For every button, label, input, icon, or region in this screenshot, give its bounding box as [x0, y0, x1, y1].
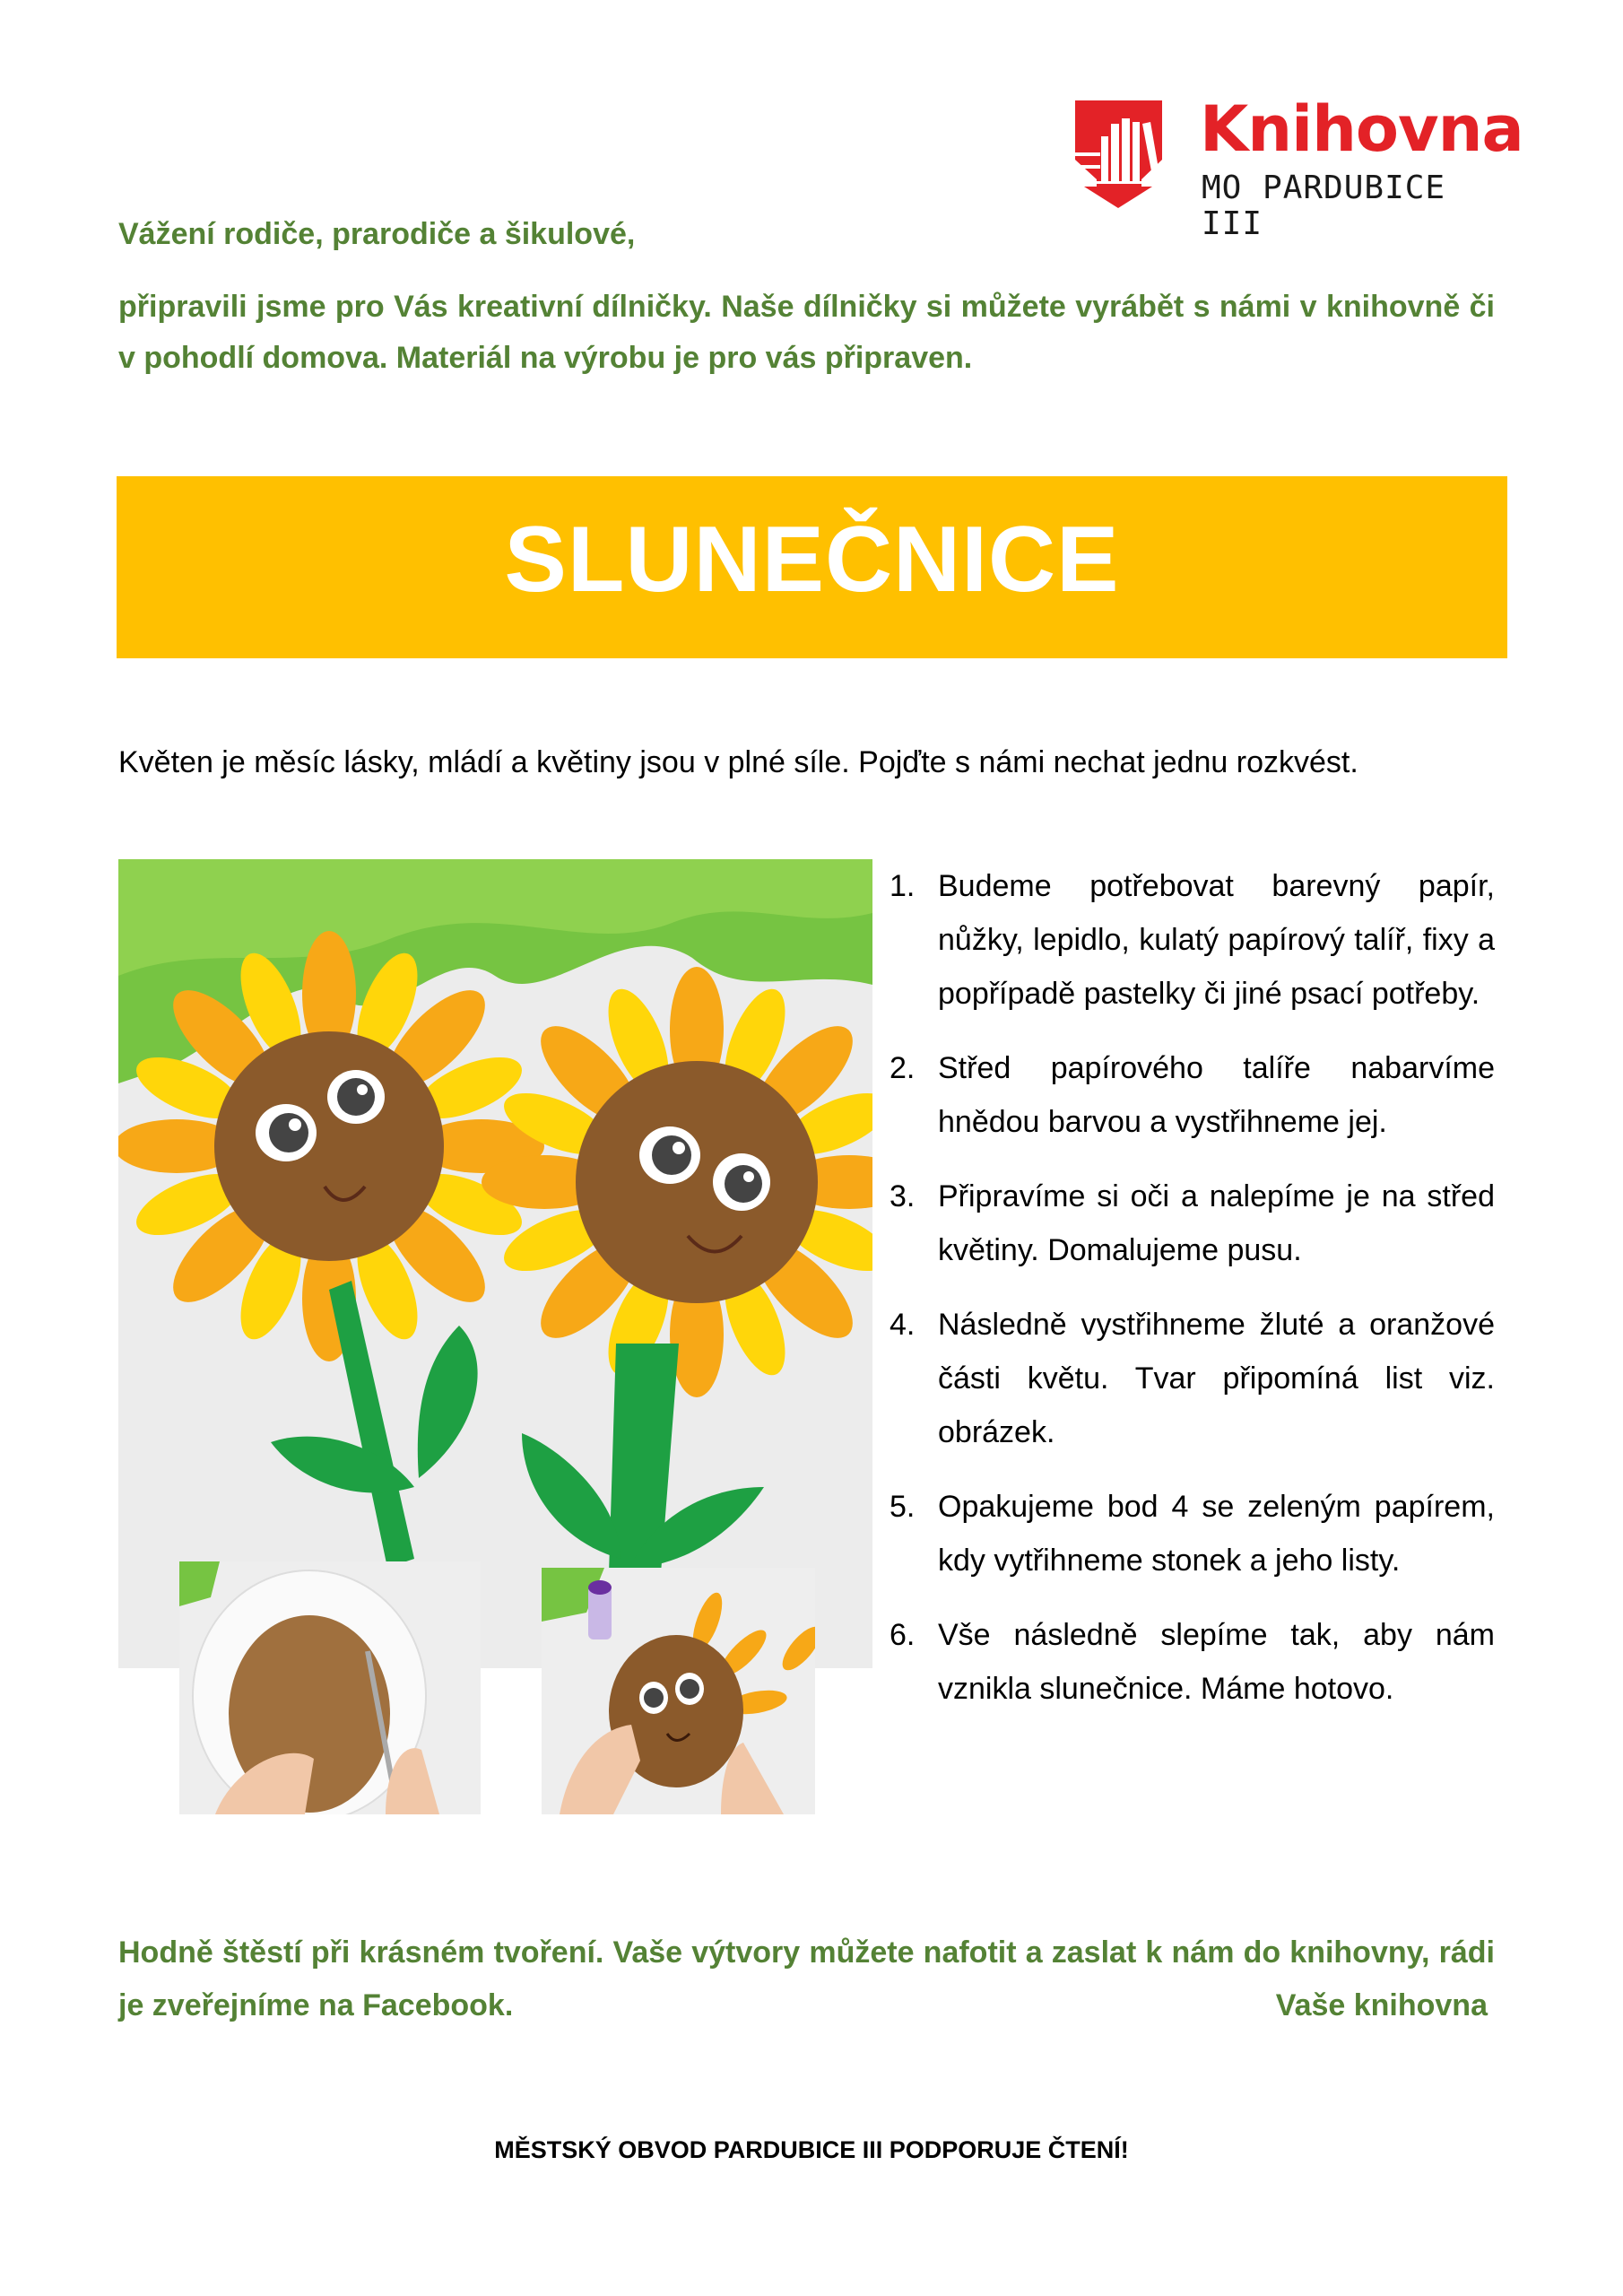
library-shield-icon [1072, 97, 1166, 210]
step-item [890, 1170, 1495, 1277]
title-banner [117, 476, 1507, 658]
step-text: Budeme potřebovat barevný papír, nůžky, lepidlo, kulatý papírový talíř, fixy a popřípadě pastelky či jiné psací potřeby. [938, 869, 1495, 1011]
step-text: Připravíme si oči a nalepíme je na střed květiny. Domalujeme pusu. [938, 1179, 1495, 1267]
closing-paragraph [118, 1926, 1495, 2032]
step-text: Střed papírového talíře nabarvíme hnědou barvou a vystřihneme jej. [938, 1051, 1495, 1139]
step-text: Vše následně slepíme tak, aby nám vznikla slunečnice. Máme hotovo. [938, 1618, 1495, 1706]
step-number: 3. [890, 1179, 916, 1213]
instruction-steps [890, 859, 1495, 1736]
footer-slogan: MĚSTSKÝ OBVOD PARDUBICE III PODPORUJE ČTENÍ! [494, 2136, 1129, 2163]
signature: Vaše knihovna [1275, 1988, 1488, 2022]
greeting: Vážení rodiče, prarodiče a šikulové, [118, 217, 636, 251]
step-text: Opakujeme bod 4 se zeleným papírem, kdy vytřihneme stonek a jeho listy. [938, 1490, 1495, 1578]
library-name: Knihovna [1200, 92, 1523, 166]
step-item [890, 1298, 1495, 1459]
step-number: 2. [890, 1051, 916, 1085]
step-item [890, 1041, 1495, 1149]
step-number: 5. [890, 1490, 916, 1524]
step-item [890, 1608, 1495, 1716]
painting-plate-photo [179, 1561, 481, 1814]
lead-paragraph: Květen je měsíc lásky, mládí a květiny jsou v plné síle. Pojďte s námi nechat jednu rozkvést. [118, 745, 1358, 779]
closing-text: Hodně štěstí při krásném tvoření. Vaše výtvory můžete nafotit a zaslat k nám do knihovny, rádi je zveřejníme na Facebook. [118, 1935, 1495, 2022]
gluing-eyes-photo [542, 1568, 815, 1814]
page-title: SLUNEČNICE [504, 508, 1120, 612]
step-number: 6. [890, 1618, 916, 1652]
step-text: Následně vystřihneme žluté a oranžové části květu. Tvar připomíná list viz. obrázek. [938, 1308, 1495, 1449]
step-number: 4. [890, 1308, 916, 1342]
step-item [890, 859, 1495, 1021]
intro-paragraph: připravili jsme pro Vás kreativní dílničky. Naše dílničky si můžete vyrábět s námi v knihovně či v pohodlí domova. Materiál na výrobu je pro vás připraven. [118, 290, 1495, 375]
library-logo [1067, 90, 1523, 242]
library-subtitle: MO PARDUBICE III [1202, 170, 1446, 242]
step-number: 1. [890, 869, 916, 903]
step-item [890, 1480, 1495, 1587]
sunflowers-photo [118, 859, 872, 1668]
